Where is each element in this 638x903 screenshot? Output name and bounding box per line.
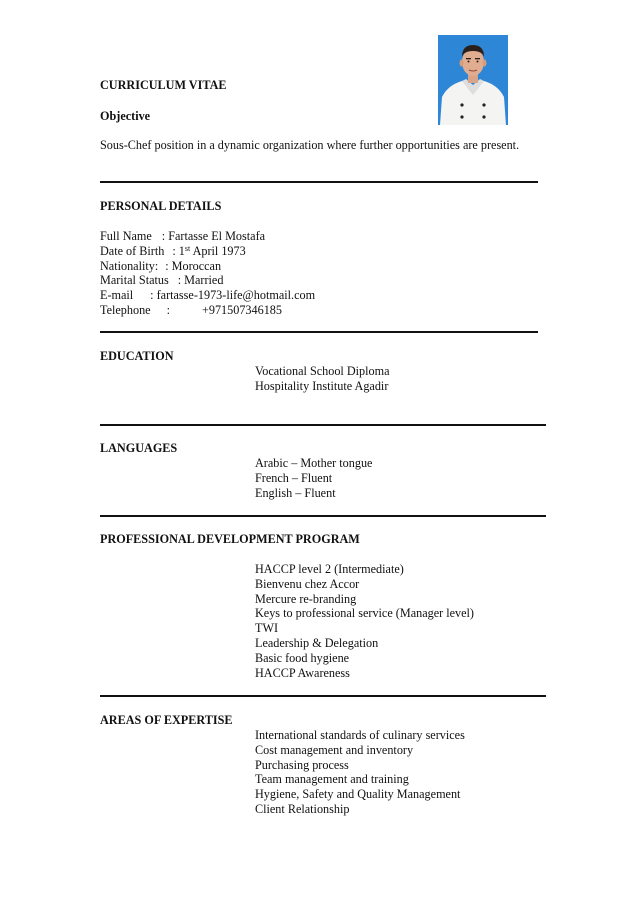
phone-label: Telephone [100,302,151,317]
phone-separator: : [166,302,170,317]
professional-development-heading: PROFESSIONAL DEVELOPMENT PROGRAM [100,532,360,546]
document-title: CURRICULUM VITAE [100,78,227,92]
dob-label: Date of Birth [100,243,165,258]
language-item: English – Fluent [255,485,336,500]
education-heading: EDUCATION [100,349,174,363]
expertise-item: International standards of culinary services [255,728,465,742]
dob-day: 1 [178,243,185,258]
section-divider [100,181,538,183]
education-item: Vocational School Diploma [255,364,390,378]
nationality-value: Moroccan [171,258,222,273]
phone-value: +971507346185 [201,302,282,317]
full-name-label: Full Name [100,229,152,243]
training-item: Bienvenu chez Accor [255,576,360,591]
expertise-item: Hygiene, Safety and Quality Management [255,787,461,802]
dob-row [100,244,315,259]
objective-text: Sous-Chef position in a dynamic organization where further opportunities are present. [100,138,520,152]
marital-value: Married [184,273,224,288]
section-divider [100,515,546,517]
full-name-separator: : [161,229,166,243]
personal-details-block [100,229,315,318]
section-divider [100,695,546,697]
nationality-row [100,259,315,274]
training-item: HACCP level 2 (Intermediate) [255,562,404,576]
marital-label: Marital Status [100,273,169,288]
profile-photo [438,35,508,125]
languages-heading: LANGUAGES [100,441,178,455]
full-name-row [100,229,315,244]
marital-row [100,273,315,288]
dob-separator: : [172,243,176,258]
expertise-item: Cost management and inventory [255,742,414,757]
nationality-label: Nationality: [100,258,159,273]
section-divider [100,331,538,333]
language-item: Arabic – Mother tongue [255,456,373,470]
training-item: Leadership & Delegation [255,635,379,650]
training-item: Basic food hygiene [255,650,350,665]
professional-development-list [255,562,474,680]
expertise-item: Client Relationship [255,801,350,816]
marital-separator: : [177,273,182,288]
expertise-list [255,728,465,817]
personal-details-heading: PERSONAL DETAILS [100,199,222,213]
email-label: E-mail [100,288,134,303]
expertise-item: Purchasing process [255,757,349,772]
training-item: HACCP Awareness [255,665,350,680]
training-item: TWI [255,621,279,636]
training-item: Mercure re-branding [255,591,357,606]
education-item: Hospitality Institute Agadir [255,378,389,393]
chef-portrait-icon [438,35,508,125]
email-separator: : [150,288,154,303]
phone-row [100,303,315,318]
language-item: French – Fluent [255,470,333,485]
full-name-value: Fartasse El Mostafa [168,229,266,243]
expertise-heading: AREAS OF EXPERTISE [100,713,233,727]
email-value: fartasse-1973-life@hotmail.com [156,288,316,303]
expertise-item: Team management and training [255,772,409,787]
email-row [100,288,315,303]
objective-heading: Objective [100,109,151,123]
nationality-separator: : [165,258,169,273]
section-divider [100,424,546,426]
training-item: Keys to professional service (Manager level) [255,606,474,621]
languages-list [255,456,372,500]
education-list [255,364,390,394]
dob-value: April 1973 [192,243,246,258]
dob-suffix: st [184,243,191,253]
